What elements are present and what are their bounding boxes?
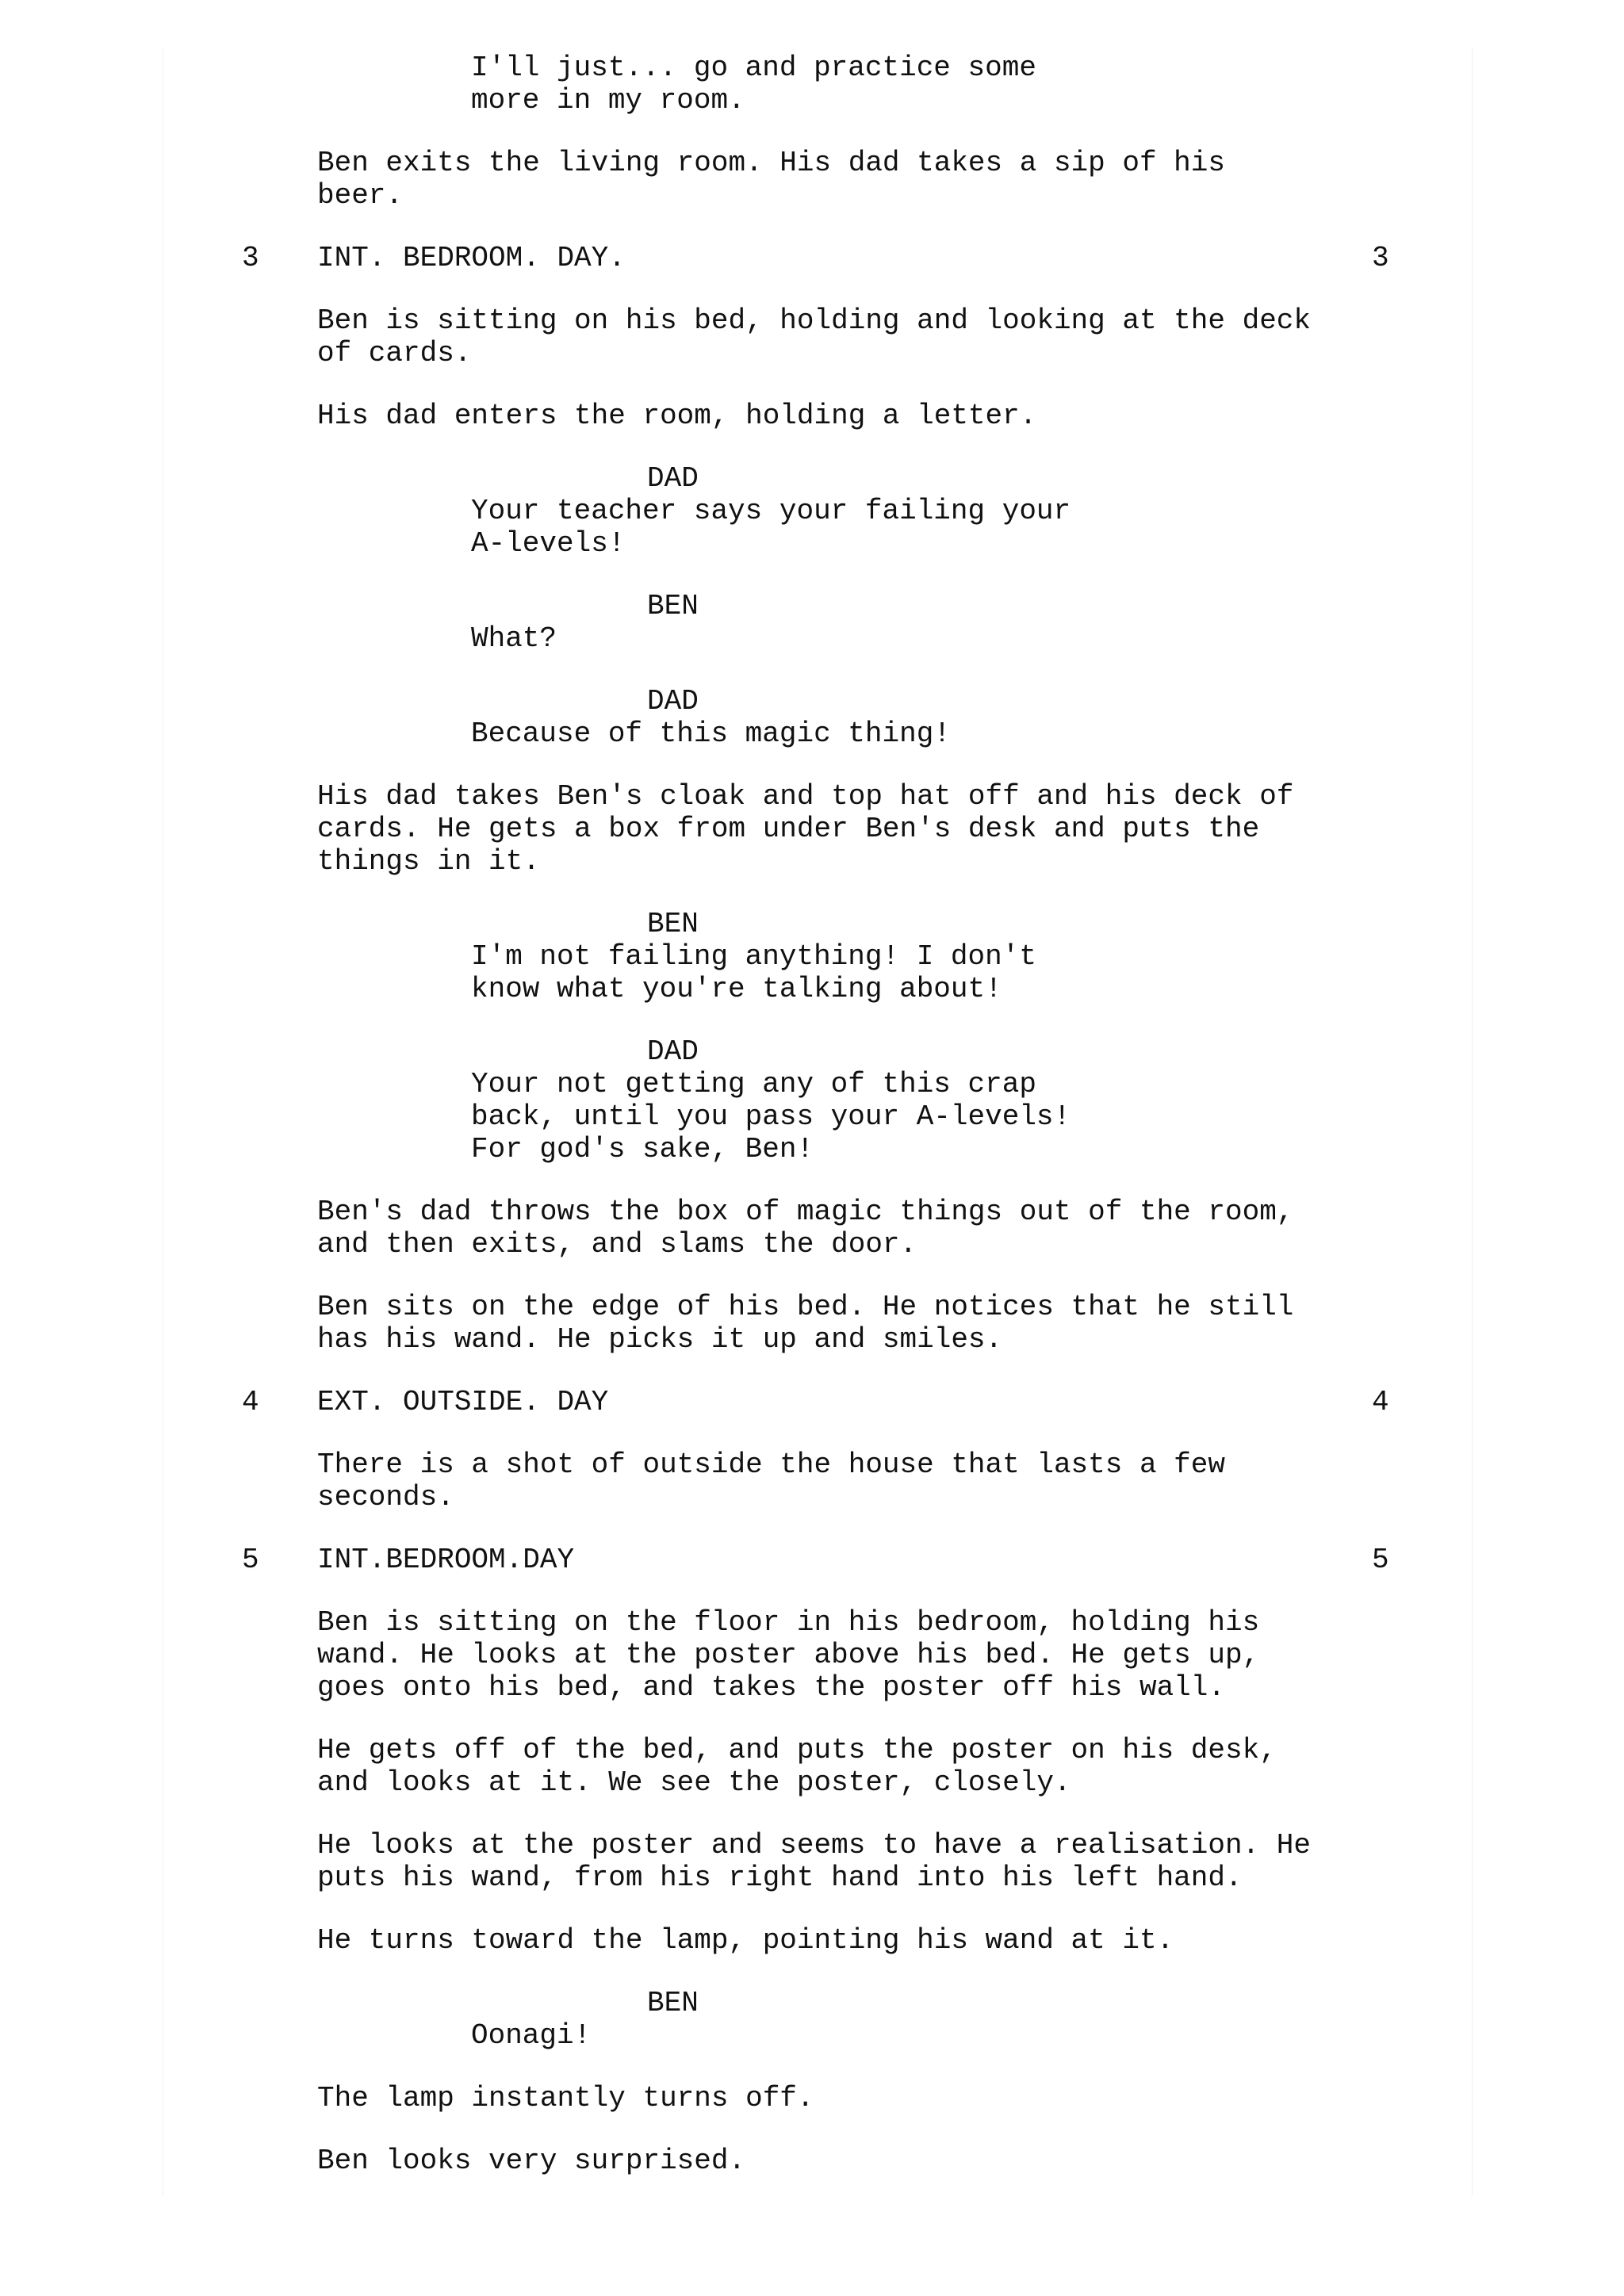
scene-heading-text: EXT. OUTSIDE. DAY	[317, 1386, 609, 1418]
character-cue: BEN	[647, 590, 699, 622]
dialogue-line: I'll just... go and practice some	[471, 52, 1036, 84]
dialogue-line: Oonagi!	[471, 2019, 592, 2052]
action-line: Ben exits the living room. His dad takes a sip of his	[317, 147, 1225, 179]
character-cue: DAD	[647, 462, 699, 495]
action-line: puts his wand, from his right hand into his left hand.	[317, 1862, 1243, 1894]
scene-heading-text: INT. BEDROOM. DAY.	[317, 242, 626, 274]
dialogue-line: more in my room.	[471, 84, 745, 117]
action-line: He gets off of the bed, and puts the poster on his desk,	[317, 1734, 1277, 1766]
scene-number-left: 4	[242, 1386, 259, 1418]
dialogue-line: Your teacher says your failing your	[471, 495, 1071, 527]
scene-number-left: 3	[242, 242, 259, 274]
action-line: of cards.	[317, 337, 472, 369]
action-line: He turns toward the lamp, pointing his wand at it.	[317, 1924, 1174, 1957]
action-line: wand. He looks at the poster above his bed. He gets up,	[317, 1639, 1260, 1671]
dialogue-line: What?	[471, 622, 557, 655]
action-line: and looks at it. We see the poster, closely.	[317, 1766, 1071, 1799]
dialogue-line: back, until you pass your A-levels!	[471, 1100, 1071, 1133]
action-line: seconds.	[317, 1481, 454, 1513]
action-line: and then exits, and slams the door.	[317, 1228, 917, 1261]
scene-number-right: 4	[1372, 1386, 1389, 1418]
dialogue-line: Your not getting any of this crap	[471, 1068, 1036, 1100]
action-line: Ben looks very surprised.	[317, 2145, 746, 2177]
dialogue-line: I'm not failing anything! I don't	[471, 940, 1036, 973]
action-line: Ben is sitting on the floor in his bedroom, holding his	[317, 1606, 1260, 1639]
scene-heading-text: INT.BEDROOM.DAY	[317, 1544, 575, 1576]
scene-number-right: 5	[1372, 1544, 1389, 1576]
action-line: His dad takes Ben's cloak and top hat off and his deck of	[317, 780, 1294, 813]
character-cue: DAD	[647, 685, 699, 718]
character-cue: BEN	[647, 908, 699, 940]
action-line: He looks at the poster and seems to have a realisation. He	[317, 1829, 1312, 1862]
scene-number-right: 3	[1372, 242, 1389, 274]
action-line: The lamp instantly turns off.	[317, 2082, 814, 2114]
action-line: Ben's dad throws the box of magic things out of the room,	[317, 1196, 1294, 1228]
action-line: Ben is sitting on his bed, holding and looking at the deck	[317, 304, 1312, 337]
character-cue: BEN	[647, 1987, 699, 2019]
action-line: things in it.	[317, 845, 540, 878]
dialogue-line: A-levels!	[471, 527, 626, 560]
action-line: cards. He gets a box from under Ben's desk and puts the	[317, 813, 1260, 845]
action-line: There is a shot of outside the house that lasts a few	[317, 1448, 1225, 1481]
dialogue-line: know what you're talking about!	[471, 973, 1002, 1005]
action-line: His dad enters the room, holding a letter.	[317, 400, 1037, 432]
action-line: Ben sits on the edge of his bed. He notices that he still	[317, 1291, 1294, 1323]
action-line: beer.	[317, 179, 404, 212]
action-line: has his wand. He picks it up and smiles.	[317, 1323, 1003, 1356]
dialogue-line: Because of this magic thing!	[471, 718, 951, 750]
character-cue: DAD	[647, 1035, 699, 1068]
action-line: goes onto his bed, and takes the poster off his wall.	[317, 1671, 1225, 1704]
dialogue-line: For god's sake, Ben!	[471, 1133, 814, 1165]
scene-number-left: 5	[242, 1544, 259, 1576]
